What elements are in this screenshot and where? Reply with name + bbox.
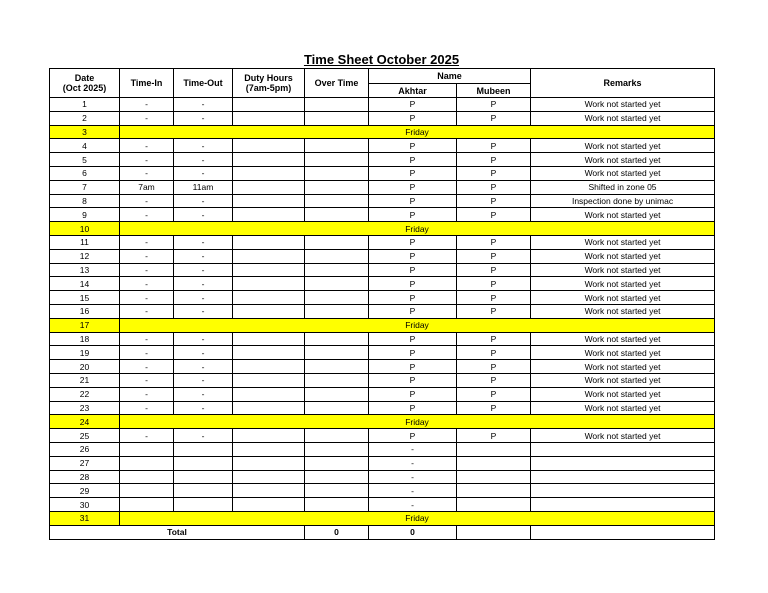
over-time-cell — [305, 139, 369, 153]
time-in-cell: - — [120, 235, 174, 249]
header-name: Name — [369, 69, 531, 84]
date-cell: 25 — [50, 429, 120, 443]
duty-hours-cell — [233, 387, 305, 401]
akhtar-cell: P — [369, 139, 457, 153]
time-out-cell: - — [174, 263, 233, 277]
date-cell: 13 — [50, 263, 120, 277]
akhtar-cell: P — [369, 332, 457, 346]
remarks-cell: Work not started yet — [531, 249, 715, 263]
time-out-cell: 11am — [174, 180, 233, 194]
page-title: Time Sheet October 2025 — [303, 52, 460, 67]
over-time-cell — [305, 470, 369, 484]
remarks-cell: Work not started yet — [531, 401, 715, 415]
akhtar-cell: P — [369, 263, 457, 277]
duty-hours-cell — [233, 194, 305, 208]
time-in-cell: - — [120, 373, 174, 387]
akhtar-cell: P — [369, 111, 457, 125]
table-row — [50, 98, 715, 112]
time-in-cell: - — [120, 346, 174, 360]
header-time-out: Time-Out — [174, 69, 233, 98]
remarks-cell: Work not started yet — [531, 277, 715, 291]
total-mubeen — [457, 525, 531, 539]
remarks-cell — [531, 442, 715, 456]
header-duty-hours-label: Duty Hours — [244, 73, 293, 83]
time-out-cell: - — [174, 194, 233, 208]
mubeen-cell: P — [457, 429, 531, 443]
akhtar-cell: P — [369, 249, 457, 263]
remarks-cell — [531, 498, 715, 512]
time-out-cell: - — [174, 235, 233, 249]
duty-hours-cell — [233, 429, 305, 443]
time-in-cell: 7am — [120, 180, 174, 194]
duty-hours-cell — [233, 470, 305, 484]
time-in-cell: - — [120, 111, 174, 125]
over-time-cell — [305, 484, 369, 498]
table-row — [50, 484, 715, 498]
remarks-cell: Work not started yet — [531, 111, 715, 125]
remarks-cell: Work not started yet — [531, 166, 715, 180]
akhtar-cell: P — [369, 373, 457, 387]
time-out-cell: - — [174, 304, 233, 318]
remarks-cell: Work not started yet — [531, 304, 715, 318]
date-cell: 29 — [50, 484, 120, 498]
mubeen-cell: P — [457, 373, 531, 387]
table-row — [50, 332, 715, 346]
time-in-cell: - — [120, 139, 174, 153]
date-cell: 6 — [50, 166, 120, 180]
table-row — [50, 442, 715, 456]
time-out-cell: - — [174, 346, 233, 360]
time-out-cell: - — [174, 360, 233, 374]
duty-hours-cell — [233, 263, 305, 277]
remarks-cell: Work not started yet — [531, 332, 715, 346]
mubeen-cell: P — [457, 153, 531, 167]
time-out-cell: - — [174, 387, 233, 401]
table-row — [50, 470, 715, 484]
over-time-cell — [305, 429, 369, 443]
time-in-cell: - — [120, 194, 174, 208]
table-row — [50, 360, 715, 374]
duty-hours-cell — [233, 139, 305, 153]
akhtar-cell: P — [369, 304, 457, 318]
over-time-cell — [305, 235, 369, 249]
date-cell: 31 — [50, 511, 120, 525]
over-time-cell — [305, 277, 369, 291]
table-row — [50, 208, 715, 222]
time-out-cell: - — [174, 401, 233, 415]
akhtar-cell: P — [369, 208, 457, 222]
time-out-cell — [174, 456, 233, 470]
duty-hours-cell — [233, 166, 305, 180]
akhtar-cell: P — [369, 277, 457, 291]
akhtar-cell: - — [369, 470, 457, 484]
over-time-cell — [305, 166, 369, 180]
akhtar-cell: P — [369, 429, 457, 443]
header-date — [50, 69, 120, 98]
time-in-cell: - — [120, 166, 174, 180]
remarks-cell: Work not started yet — [531, 291, 715, 305]
mubeen-cell: P — [457, 98, 531, 112]
time-in-cell: - — [120, 429, 174, 443]
mubeen-cell: P — [457, 277, 531, 291]
mubeen-cell: P — [457, 180, 531, 194]
remarks-cell: Work not started yet — [531, 387, 715, 401]
mubeen-cell: P — [457, 401, 531, 415]
date-cell: 8 — [50, 194, 120, 208]
time-in-cell — [120, 442, 174, 456]
duty-hours-cell — [233, 498, 305, 512]
over-time-cell — [305, 194, 369, 208]
duty-hours-cell — [233, 98, 305, 112]
mubeen-cell: P — [457, 208, 531, 222]
akhtar-cell: P — [369, 346, 457, 360]
over-time-cell — [305, 387, 369, 401]
mubeen-cell — [457, 470, 531, 484]
date-cell: 14 — [50, 277, 120, 291]
duty-hours-cell — [233, 442, 305, 456]
duty-hours-cell — [233, 153, 305, 167]
date-cell: 2 — [50, 111, 120, 125]
duty-hours-cell — [233, 346, 305, 360]
remarks-cell — [531, 456, 715, 470]
akhtar-cell: - — [369, 498, 457, 512]
date-cell: 28 — [50, 470, 120, 484]
time-out-cell: - — [174, 373, 233, 387]
mubeen-cell: P — [457, 346, 531, 360]
header-mubeen: Mubeen — [457, 84, 531, 98]
time-in-cell: - — [120, 277, 174, 291]
friday-row — [50, 511, 715, 525]
time-in-cell: - — [120, 208, 174, 222]
mubeen-cell: P — [457, 166, 531, 180]
mubeen-cell — [457, 442, 531, 456]
friday-label: Friday — [120, 222, 715, 236]
total-over-time: 0 — [305, 525, 369, 539]
time-in-cell — [120, 484, 174, 498]
over-time-cell — [305, 98, 369, 112]
date-cell: 23 — [50, 401, 120, 415]
mubeen-cell: P — [457, 111, 531, 125]
akhtar-cell: P — [369, 387, 457, 401]
date-cell: 30 — [50, 498, 120, 512]
remarks-cell: Work not started yet — [531, 98, 715, 112]
total-label: Total — [50, 525, 305, 539]
table-row — [50, 456, 715, 470]
date-cell: 22 — [50, 387, 120, 401]
remarks-cell — [531, 484, 715, 498]
table-row — [50, 263, 715, 277]
time-out-cell: - — [174, 166, 233, 180]
table-row — [50, 373, 715, 387]
akhtar-cell: P — [369, 98, 457, 112]
mubeen-cell — [457, 484, 531, 498]
duty-hours-cell — [233, 180, 305, 194]
time-in-cell: - — [120, 98, 174, 112]
header-date-label: Date — [74, 73, 95, 83]
total-remarks — [531, 525, 715, 539]
date-cell: 24 — [50, 415, 120, 429]
date-cell: 10 — [50, 222, 120, 236]
duty-hours-cell — [233, 277, 305, 291]
date-cell: 19 — [50, 346, 120, 360]
date-cell: 27 — [50, 456, 120, 470]
friday-row — [50, 318, 715, 332]
time-in-cell: - — [120, 360, 174, 374]
time-out-cell: - — [174, 153, 233, 167]
table-row — [50, 387, 715, 401]
timesheet-table — [49, 68, 715, 540]
time-in-cell — [120, 456, 174, 470]
duty-hours-cell — [233, 291, 305, 305]
table-row — [50, 166, 715, 180]
date-cell: 18 — [50, 332, 120, 346]
duty-hours-cell — [233, 249, 305, 263]
table-row — [50, 401, 715, 415]
table-row — [50, 180, 715, 194]
date-cell: 9 — [50, 208, 120, 222]
mubeen-cell: P — [457, 291, 531, 305]
date-cell: 16 — [50, 304, 120, 318]
date-cell: 5 — [50, 153, 120, 167]
duty-hours-cell — [233, 111, 305, 125]
akhtar-cell: - — [369, 442, 457, 456]
time-out-cell: - — [174, 429, 233, 443]
header-date-sub: (Oct 2025) — [62, 83, 107, 93]
time-in-cell: - — [120, 401, 174, 415]
date-cell: 17 — [50, 318, 120, 332]
duty-hours-cell — [233, 360, 305, 374]
date-cell: 7 — [50, 180, 120, 194]
time-in-cell: - — [120, 304, 174, 318]
mubeen-cell: P — [457, 387, 531, 401]
mubeen-cell: P — [457, 235, 531, 249]
over-time-cell — [305, 360, 369, 374]
duty-hours-cell — [233, 456, 305, 470]
over-time-cell — [305, 401, 369, 415]
friday-label: Friday — [120, 511, 715, 525]
time-in-cell: - — [120, 332, 174, 346]
remarks-cell: Work not started yet — [531, 235, 715, 249]
time-out-cell — [174, 442, 233, 456]
table-row — [50, 346, 715, 360]
akhtar-cell: P — [369, 235, 457, 249]
header-remarks: Remarks — [531, 69, 715, 98]
total-akhtar: 0 — [369, 525, 457, 539]
timesheet-body — [50, 98, 715, 526]
friday-label: Friday — [120, 125, 715, 139]
akhtar-cell: P — [369, 401, 457, 415]
time-out-cell: - — [174, 111, 233, 125]
date-cell: 21 — [50, 373, 120, 387]
time-in-cell — [120, 498, 174, 512]
time-out-cell: - — [174, 277, 233, 291]
table-row — [50, 249, 715, 263]
time-in-cell: - — [120, 387, 174, 401]
mubeen-cell: P — [457, 263, 531, 277]
mubeen-cell: P — [457, 304, 531, 318]
time-out-cell: - — [174, 98, 233, 112]
time-out-cell: - — [174, 291, 233, 305]
date-cell: 20 — [50, 360, 120, 374]
header-akhtar: Akhtar — [369, 84, 457, 98]
duty-hours-cell — [233, 373, 305, 387]
akhtar-cell: - — [369, 484, 457, 498]
duty-hours-cell — [233, 401, 305, 415]
remarks-cell: Work not started yet — [531, 208, 715, 222]
header-over-time: Over Time — [305, 69, 369, 98]
akhtar-cell: P — [369, 360, 457, 374]
remarks-cell: Work not started yet — [531, 139, 715, 153]
date-cell: 1 — [50, 98, 120, 112]
date-cell: 12 — [50, 249, 120, 263]
friday-row — [50, 415, 715, 429]
remarks-cell: Work not started yet — [531, 346, 715, 360]
date-cell: 11 — [50, 235, 120, 249]
time-in-cell: - — [120, 263, 174, 277]
over-time-cell — [305, 373, 369, 387]
time-out-cell — [174, 484, 233, 498]
header-duty-hours — [233, 69, 305, 98]
mubeen-cell — [457, 498, 531, 512]
time-in-cell: - — [120, 153, 174, 167]
over-time-cell — [305, 153, 369, 167]
over-time-cell — [305, 263, 369, 277]
duty-hours-cell — [233, 235, 305, 249]
friday-label: Friday — [120, 318, 715, 332]
over-time-cell — [305, 291, 369, 305]
table-row — [50, 277, 715, 291]
duty-hours-cell — [233, 304, 305, 318]
mubeen-cell: P — [457, 139, 531, 153]
header-time-in: Time-In — [120, 69, 174, 98]
header-duty-hours-sub: (7am-5pm) — [245, 83, 292, 93]
date-cell: 15 — [50, 291, 120, 305]
over-time-cell — [305, 442, 369, 456]
over-time-cell — [305, 456, 369, 470]
friday-row — [50, 222, 715, 236]
table-row — [50, 235, 715, 249]
date-cell: 4 — [50, 139, 120, 153]
remarks-cell — [531, 470, 715, 484]
time-out-cell: - — [174, 139, 233, 153]
over-time-cell — [305, 346, 369, 360]
over-time-cell — [305, 111, 369, 125]
remarks-cell: Work not started yet — [531, 373, 715, 387]
time-out-cell: - — [174, 249, 233, 263]
remarks-cell: Shifted in zone 05 — [531, 180, 715, 194]
mubeen-cell: P — [457, 249, 531, 263]
date-cell: 3 — [50, 125, 120, 139]
friday-row — [50, 125, 715, 139]
table-row — [50, 194, 715, 208]
table-row — [50, 153, 715, 167]
table-row — [50, 291, 715, 305]
table-row — [50, 429, 715, 443]
time-out-cell — [174, 498, 233, 512]
over-time-cell — [305, 180, 369, 194]
date-cell: 26 — [50, 442, 120, 456]
over-time-cell — [305, 304, 369, 318]
time-in-cell — [120, 470, 174, 484]
mubeen-cell: P — [457, 360, 531, 374]
akhtar-cell: P — [369, 291, 457, 305]
total-row — [50, 525, 715, 539]
mubeen-cell — [457, 456, 531, 470]
akhtar-cell: P — [369, 166, 457, 180]
table-row — [50, 111, 715, 125]
friday-label: Friday — [120, 415, 715, 429]
duty-hours-cell — [233, 208, 305, 222]
table-row — [50, 139, 715, 153]
mubeen-cell: P — [457, 332, 531, 346]
remarks-cell: Inspection done by unimac — [531, 194, 715, 208]
table-row — [50, 304, 715, 318]
time-in-cell: - — [120, 291, 174, 305]
akhtar-cell: - — [369, 456, 457, 470]
remarks-cell: Work not started yet — [531, 360, 715, 374]
time-out-cell: - — [174, 208, 233, 222]
duty-hours-cell — [233, 332, 305, 346]
time-out-cell: - — [174, 332, 233, 346]
table-row — [50, 498, 715, 512]
akhtar-cell: P — [369, 194, 457, 208]
over-time-cell — [305, 332, 369, 346]
mubeen-cell: P — [457, 194, 531, 208]
time-in-cell: - — [120, 249, 174, 263]
time-out-cell — [174, 470, 233, 484]
duty-hours-cell — [233, 484, 305, 498]
akhtar-cell: P — [369, 180, 457, 194]
over-time-cell — [305, 208, 369, 222]
akhtar-cell: P — [369, 153, 457, 167]
over-time-cell — [305, 498, 369, 512]
remarks-cell: Work not started yet — [531, 429, 715, 443]
remarks-cell: Work not started yet — [531, 263, 715, 277]
over-time-cell — [305, 249, 369, 263]
remarks-cell: Work not started yet — [531, 153, 715, 167]
